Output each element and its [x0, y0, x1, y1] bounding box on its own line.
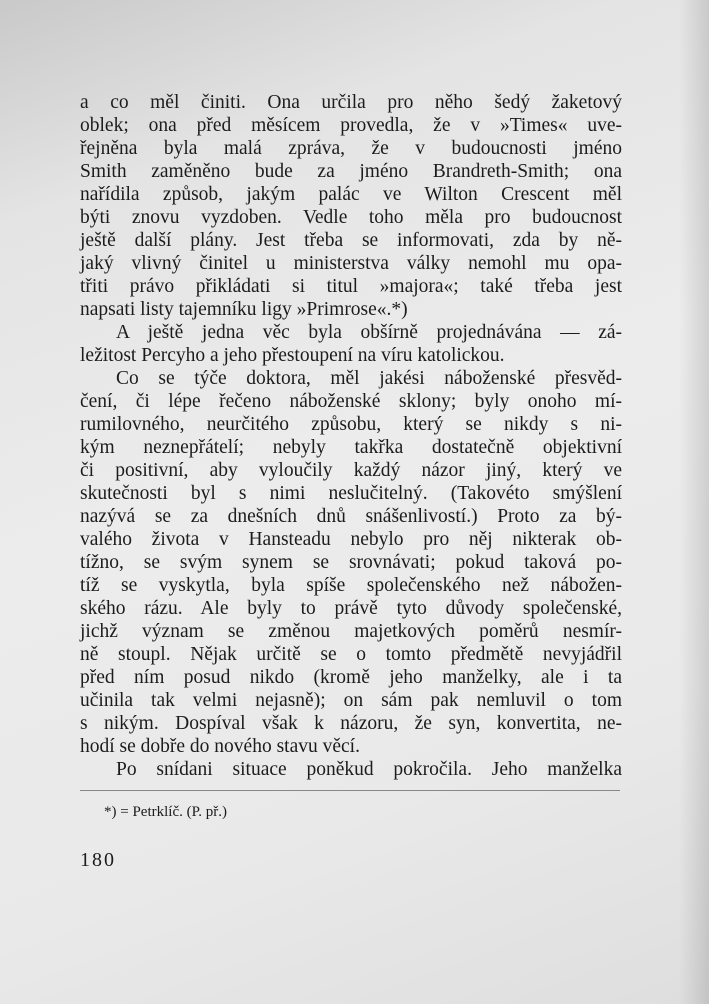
footnote: *) = Petrklíč. (P. př.)	[104, 804, 228, 820]
text-line: učinila tak velmi nejasně); on sám pak nemluvil o tom	[80, 690, 622, 711]
text-line: A ještě jedna věc byla obšírně projednávána — zá-	[116, 322, 622, 343]
text-line: ského rázu. Ale byly to právě tyto důvody společenské,	[80, 598, 622, 619]
text-line: čení, či lépe řečeno náboženské sklony; byly onoho mí-	[80, 391, 622, 412]
text-line: tíž se vyskytla, byla spíše společenského než nábožen-	[80, 575, 622, 596]
footnote-divider	[80, 790, 620, 791]
text-line: ležitost Percyho a jeho přestoupení na víru katolickou.	[80, 345, 505, 366]
body-text	[80, 91, 622, 781]
text-line: Po snídani situace poněkud pokročila. Jeho manželka	[116, 759, 622, 780]
text-line: nařídila způsob, jakým palác ve Wilton Crescent měl	[80, 184, 622, 205]
page-edge-shadow	[679, 0, 709, 1004]
text-line: ještě další plány. Jest třeba se informovati, zda by ně-	[80, 230, 622, 251]
text-line: býti znovu vyzdoben. Vedle toho měla pro budoucnost	[80, 207, 622, 228]
text-line: jaký vlivný činitel u ministerstva války nemohl mu opa-	[80, 253, 622, 274]
text-line: Smith zaměněno bude za jméno Brandreth-Smith; ona	[80, 161, 622, 182]
text-line: a co měl činiti. Ona určila pro něho šedý žaketový	[80, 92, 622, 113]
page-number: 180	[80, 849, 116, 871]
text-line: rumilovného, neurčitého způsobu, který se nikdy s ni-	[80, 414, 622, 435]
text-line: třiti právo přikládati si titul »majora«; také třeba jest	[80, 276, 622, 297]
text-line: napsati listy tajemníku ligy »Primrose«.*)	[80, 299, 408, 320]
text-line: jichž význam se změnou majetkových poměrů nesmír-	[80, 621, 622, 642]
text-line: či positivní, aby vyloučily každý názor jiný, který ve	[80, 460, 622, 481]
text-line: valého života v Hansteadu nebylo pro něj nikterak ob-	[80, 529, 622, 550]
text-line: nazývá se za dnešních dnů snášenlivostí.) Proto za bý-	[80, 506, 622, 527]
text-line: tížno, se svým synem se srovnávati; pokud taková po-	[80, 552, 622, 573]
text-line: před ním posud nikdo (kromě jeho manželky, ale i ta	[80, 667, 622, 688]
text-line: ně stoupl. Nějak určitě se o tomto předmětě nevyjádřil	[80, 644, 622, 665]
text-line: oblek; ona před měsícem provedla, že v »Times« uve-	[80, 115, 622, 136]
text-line: skutečnosti byl s nimi neslučitelný. (Takovéto smýšlení	[80, 483, 622, 504]
text-line: hodí se dobře do nového stavu věcí.	[80, 736, 360, 757]
text-line: Co se týče doktora, měl jakési náboženské přesvěd-	[116, 368, 622, 389]
text-line: kým neznepřátelí; nebyly takřka dostatečně objektivní	[80, 437, 622, 458]
text-line: řejněna byla malá zpráva, že v budoucnosti jméno	[80, 138, 622, 159]
text-line: s nikým. Dospíval však k názoru, že syn, konvertita, ne-	[80, 713, 622, 734]
